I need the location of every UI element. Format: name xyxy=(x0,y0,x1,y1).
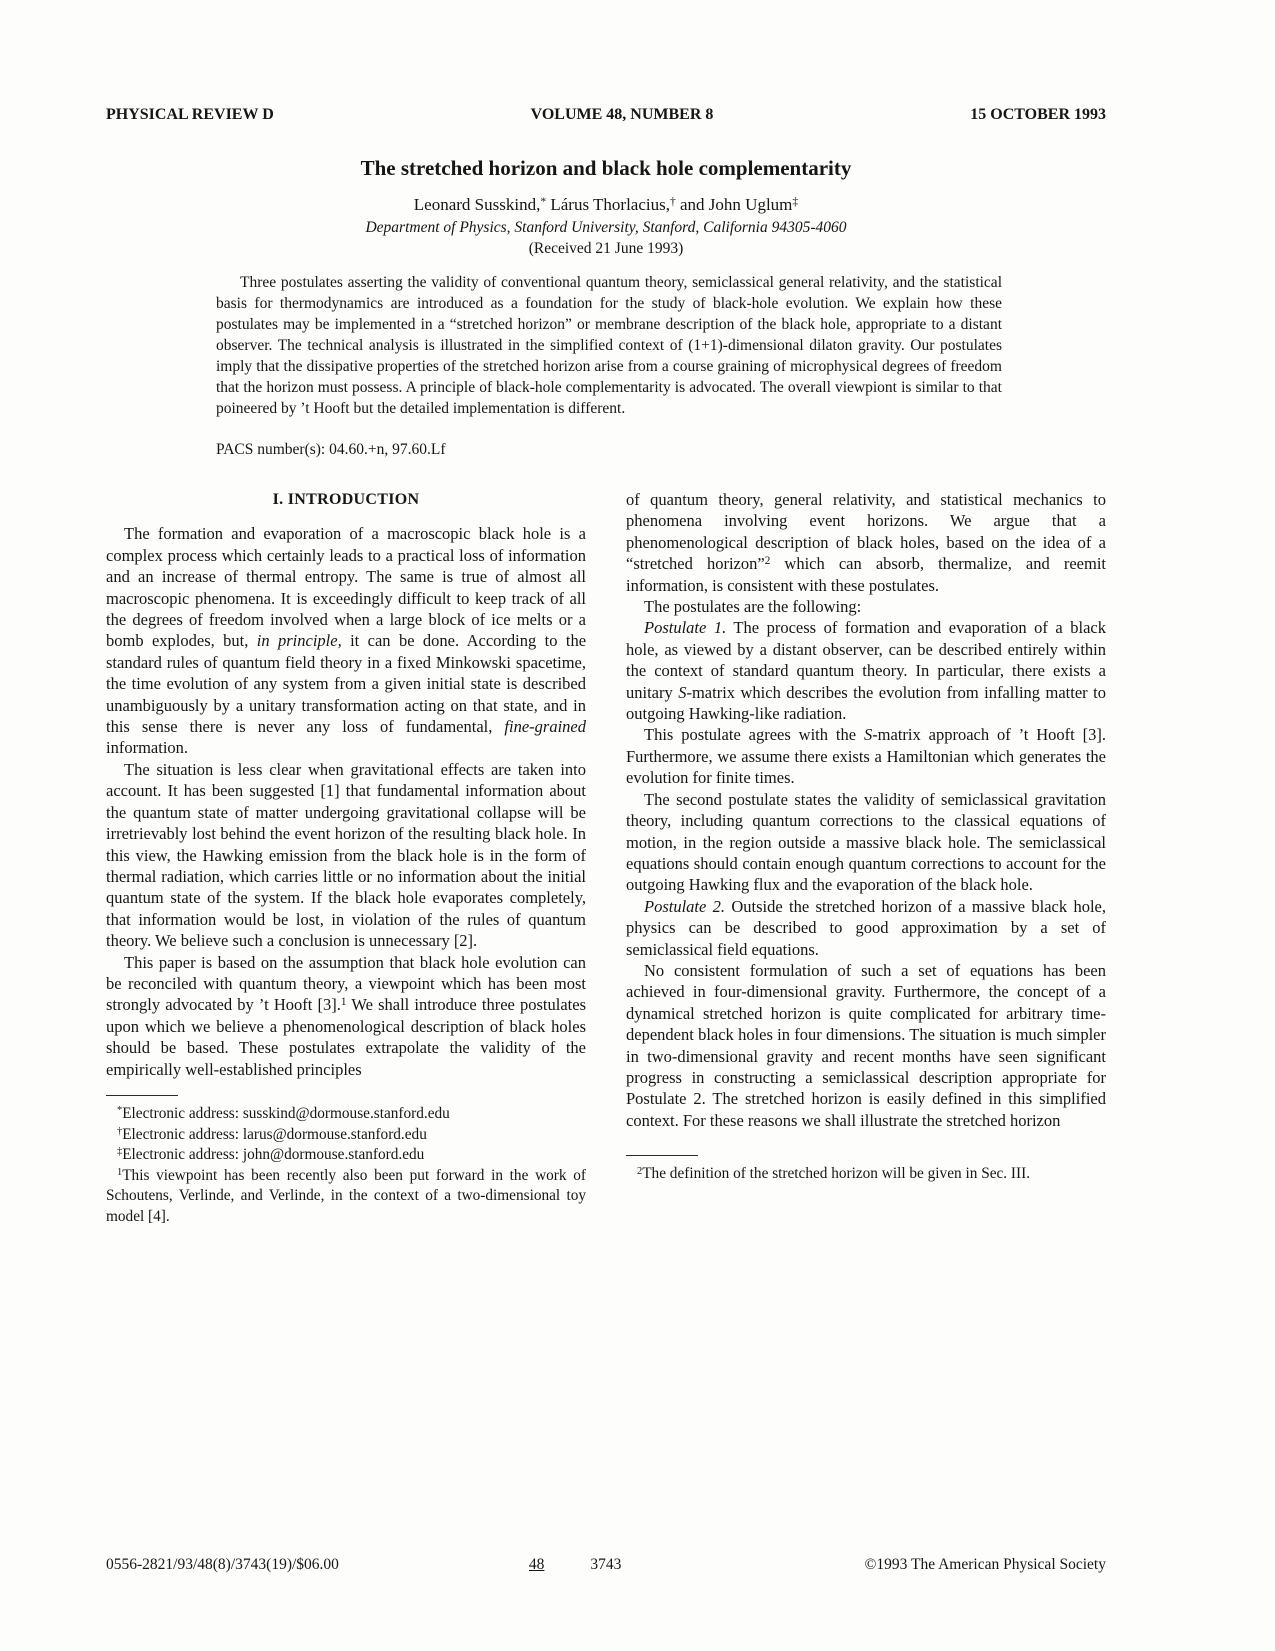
footnote-2: $^2$The definition of the stretched horizon will be given in Sec. III. xyxy=(637,1165,1031,1183)
received-date: (Received 21 June 1993) xyxy=(528,240,684,257)
two-column-body xyxy=(106,489,1106,1228)
footnotes-left xyxy=(106,1104,586,1228)
authors-line: Leonard Susskind,* Lárus Thorlacius,† and John Uglum‡ xyxy=(413,194,799,214)
footnote-rule-right xyxy=(626,1155,698,1156)
footer-copyright: ©1993 The American Physical Society xyxy=(864,1556,1106,1573)
intro-paragraph-3: This paper is based on the assumption that black hole evolution can be reconciled with quantum theory, a viewpoint which has been most strongly advocated by ’t Hooft [3].$^1$ We shall introduce three postulates upon which we believe a phenomenological description of black holes should be based. These postulates extrapolate the validity of the empirically well-established principles xyxy=(106,952,586,1079)
footnote-email-larus: †Electronic address: larus@dormouse.stanford.edu xyxy=(117,1125,427,1143)
pacs-line: PACS number(s): 04.60.+n, 97.60.Lf xyxy=(216,441,446,458)
journal-header xyxy=(106,106,1106,124)
footnote-email-john: ‡Electronic address: john@dormouse.stanford.edu xyxy=(117,1146,425,1164)
affiliation: Department of Physics, Stanford University, Stanford, California 94305-4060 xyxy=(365,219,847,236)
footer-volume-number: 48 xyxy=(528,1556,545,1573)
right-paragraph-7: No consistent formulation of such a set of equations has been achieved in four-dimensional gravity. Furthermore, the concept of a dynamical stretched horizon is quite complicated for arbitrary time-dependent black holes in four dimensions. The situation is much simpler in two-dimensional gravity and recent months have seen significant progress in constructing a semiclassical description appropriate for Postulate 2. The stretched horizon is easily defined in this simplified context. For these reasons we shall illustrate the stretched horizon xyxy=(626,960,1106,1130)
page-footer xyxy=(106,1556,1106,1574)
footnotes-right xyxy=(626,1164,1106,1185)
journal-volume-number: VOLUME 48, NUMBER 8 xyxy=(530,106,714,123)
footnote-rule-left xyxy=(106,1095,178,1096)
footnote-1: $^1$This viewpoint has been recently also been put forward in the work of Schoutens, Verlinde, and Verlinde, in the context of a two-dimensional toy model [4]. xyxy=(106,1166,586,1225)
right-paragraph-5: The second postulate states the validity of semiclassical gravitation theory, including quantum corrections to the classical equations of motion, in the region outside a massive black hole. The semiclassical equations should contain enough quantum corrections to account for the outgoing Hawking flux and the evaporation of the black hole. xyxy=(626,789,1106,895)
section-heading-introduction: I. INTRODUCTION xyxy=(272,491,420,508)
intro-paragraph-1: The formation and evaporation of a macroscopic black hole is a complex process which certainly leads to a practical loss of information and an increase of thermal entropy. The same is true of almost all macroscopic phenomena. It is exceedingly difficult to keep track of all the degrees of freedom involved when a large block of ice melts or a bomb explodes, but, in principle, it can be done. According to the standard rules of quantum field theory in a fixed Minkowski spacetime, the time evolution of any system from a given initial state is described unambiguously by a unitary transformation acting on that state, and in this sense there is never any loss of fundamental, fine-grained information. xyxy=(106,524,587,758)
footnote-email-susskind: *Electronic address: susskind@dormouse.stanford.edu xyxy=(117,1104,450,1122)
journal-name: PHYSICAL REVIEW D xyxy=(106,106,274,123)
right-column xyxy=(626,489,1106,1228)
abstract: Three postulates asserting the validity of conventional quantum theory, semiclassical general relativity, and the statistical basis for thermodynamics are introduced as a foundation for the study of black-hole evolution. We explain how these postulates may be implemented in a “stretched horizon” or membrane description of the black hole, appropriate to a distant observer. The technical analysis is illustrated in the simplified context of (1+1)-dimensional dilaton gravity. Our postulates imply that the dissipative properties of the stretched horizon arise from a course graining of microphysical degrees of freedom that the horizon must possess. A principle of black-hole complementarity is advocated. The overall viewpiont is similar to that poineered by ’t Hooft but the detailed implementation is different. xyxy=(216,274,1002,417)
right-paragraph-2: The postulates are the following: xyxy=(644,597,862,617)
left-column xyxy=(106,489,586,1228)
issn-price-code: 0556-2821/93/48(8)/3743(19)/$06.00 xyxy=(106,1556,339,1573)
right-paragraph-4: This postulate agrees with the S-matrix approach of ’t Hooft [3]. Furthermore, we assume there exists a Hamiltonian which generates the evolution for finite times. xyxy=(626,725,1106,788)
journal-issue-date: 15 OCTOBER 1993 xyxy=(970,106,1106,123)
right-paragraph-1: of quantum theory, general relativity, and statistical mechanics to phenomena involving event horizons. We argue that a phenomenological description of black holes, based on the idea of a “stretched horizon”$^2$ which can absorb, thermalize, and reemit information, is consistent with these postulates. xyxy=(626,490,1106,595)
footer-page-number: 3743 xyxy=(590,1556,622,1573)
paper-title: The stretched horizon and black hole complementarity xyxy=(360,156,852,180)
intro-paragraph-2: The situation is less clear when gravitational effects are taken into account. It has been suggested [1] that fundamental information about the quantum state of matter undergoing gravitational collapse will be irretrievably lost behind the event horizon of the resulting black hole. In this view, the Hawking emission from the black hole is in the form of thermal radiation, which carries little or no information about the initial quantum state of the system. If the black hole evaporates completely, that information would be lost, in violation of the rules of quantum theory. We believe such a conclusion is unnecessary [2]. xyxy=(106,759,586,951)
right-paragraph-postulate-1: Postulate 1. The process of formation and evaporation of a black hole, as viewed by a distant observer, can be described entirely within the context of standard quantum theory. In particular, there exists a unitary S-matrix which describes the evolution from infalling matter to outgoing Hawking-like radiation. xyxy=(626,618,1106,724)
right-paragraph-postulate-2: Postulate 2. Outside the stretched horizon of a massive black hole, physics can be described to good approximation by a set of semiclassical field equations. xyxy=(626,896,1107,959)
